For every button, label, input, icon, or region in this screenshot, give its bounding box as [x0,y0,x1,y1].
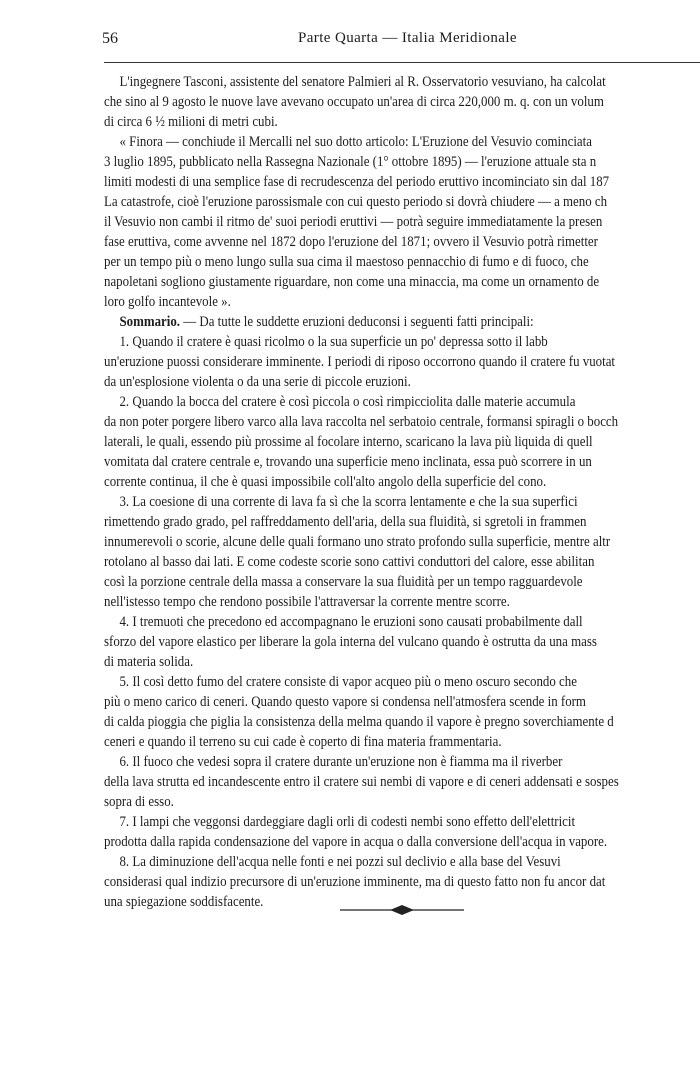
text-line: Sommario. — Da tutte le suddette eruzioni deduconsi i seguenti fatti principali: [119,314,534,330]
text-line: ceneri e quando il terreno su cui cade è coperto di fina materia frammentaria. [104,734,502,750]
text-line: una spiegazione soddisfacente. [104,894,264,910]
text-line: sopra di esso. [104,794,174,810]
page-number: 56 [102,30,118,47]
text-line: fase eruttiva, come avvenne nel 1872 dopo l'eruzione del 1871; ovvero il Vesuvio potrà rimetter [104,234,598,250]
text-line: 8. La diminuzione dell'acqua nelle fonti e nei pozzi sul declivio e alla base del Vesuvi [119,854,561,870]
text-line: nell'istesso tempo che rendono possibile l'attraversar la corrente mentre scorre. [104,594,510,610]
text-line: rimettendo grado grado, pel raffreddamento dell'aria, della sua fluidità, si sgretoli in frammen [104,514,587,530]
body-text [104,72,700,912]
text-line: 5. Il così detto fumo del cratere consiste di vapor acqueo più o meno oscuro secondo che [119,674,577,690]
text-line: sforzo del vapore elastico per liberare la gola interna del vulcano quando è ostrutta da una mass [104,634,597,650]
text-line: napoletani sogliono giustamente riguardare, non come una minaccia, ma come un ornamento de [104,274,600,290]
text-line: un'eruzione puossi considerare imminente. I periodi di riposo occorrono quando il cratere fu vuotat [104,354,616,370]
text-line: L'ingegnere Tasconi, assistente del senatore Palmieri al R. Osservatorio vesuviano, ha calcolat [119,74,606,90]
text-line: prodotta dalla rapida condensazione del vapore in acqua o dalla conversione dell'acqua in vapore. [104,834,608,850]
text-line: innumerevoli o scorie, alcune delle quali formano uno strato profondo sulla superficie, mentre altr [104,534,611,550]
text-line: per un tempo più o meno lungo sulla sua cima il maestoso pennacchio di fumo e di fuoco, che [104,254,589,270]
text-line: il Vesuvio non cambi il ritmo de' suoi periodi eruttivi — potrà seguire immediatamente la presen [104,214,603,230]
text-line: considerasi qual indizio precursore di un'eruzione imminente, ma di questo fatto non fu ancor dat [104,874,606,890]
running-title: Parte Quarta — Italia Meridionale [298,30,517,46]
text-line: corrente continua, il che è quasi impossibile coll'alto angolo della superficie del cono. [104,474,547,490]
text-line: « Finora — conchiude il Mercalli nel suo dotto articolo: L'Eruzione del Vesuvio cominciata [119,134,592,150]
text-line: più o meno carico di ceneri. Quando questo vapore si condensa nell'atmosfera scende in form [104,694,586,710]
text-line: da un'esplosione violenta o da una serie di piccole eruzioni. [104,374,411,390]
text-line: di circa 6 ½ milioni di metri cubi. [104,114,278,130]
text-line: 1. Quando il cratere è quasi ricolmo o la sua superficie un po' depressa sotto il labb [119,334,548,350]
text-line: che sino al 9 agosto le nuove lave avevano occupato un'area di circa 220,000 m. q. con un volum [104,94,604,110]
text-line: limiti modesti di una semplice fase di recrudescenza del periodo eruttivo incominciato sin dal 187 [104,174,610,190]
section-heading: Sommario. [119,314,181,330]
text-line: 2. Quando la bocca del cratere è così piccola o così rimpicciolita dalle materie accumula [119,394,576,410]
text-line: 3 luglio 1895, pubblicato nella Rassegna Nazionale (1° ottobre 1895) — l'eruzione attuale sta n [104,154,597,170]
text-line: laterali, le quali, essendo più prossime al focolare interno, scaricano la lava più liquida di quell [104,434,593,450]
text-line: 4. I tremuoti che precedono ed accompagnano le eruzioni sono causati probabilmente dall [119,614,583,630]
text-line: 6. Il fuoco che vedesi sopra il cratere durante un'eruzione non è fiamma ma il riverber [119,754,563,770]
text-line: 7. I lampi che veggonsi dardeggiare dagli orli di codesti nembi sono effetto dell'elettricit [119,814,576,830]
text-line: di calda pioggia che piglia la consistenza della melma quando il vapore è pregno soverchiamente d [104,714,614,730]
text-line: rotolano al basso dai lati. E come codeste scorie sono cattivi conduttori del calore, esse abilitan [104,554,595,570]
text-line: così la porzione centrale della massa a conservare la sua fluidità per un tempo ragguardevole [104,574,583,590]
end-ornament [340,904,464,916]
text-line: da non poter porgere libero varco alla lava raccolta nel serbatoio centrale, formansi spiragli o bocch [104,414,619,430]
text-line: loro golfo incantevole ». [104,294,231,310]
header-rule [104,62,700,63]
text-line: La catastrofe, cioè l'eruzione parossismale con cui questo periodo si dovrà chiudere — a meno ch [104,194,608,210]
text-line: di materia solida. [104,654,194,670]
text-line: 3. La coesione di una corrente di lava fa sì che la scorra lentamente e che la sua superfici [119,494,578,510]
text-line: della lava strutta ed incandescente entro il cratere sui nembi di vapore e di ceneri addensati e sospes [104,774,619,790]
text-line: vomitata dal cratere centrale e, trovando una superficie meno inclinata, essa può scorrere in un [104,454,592,470]
